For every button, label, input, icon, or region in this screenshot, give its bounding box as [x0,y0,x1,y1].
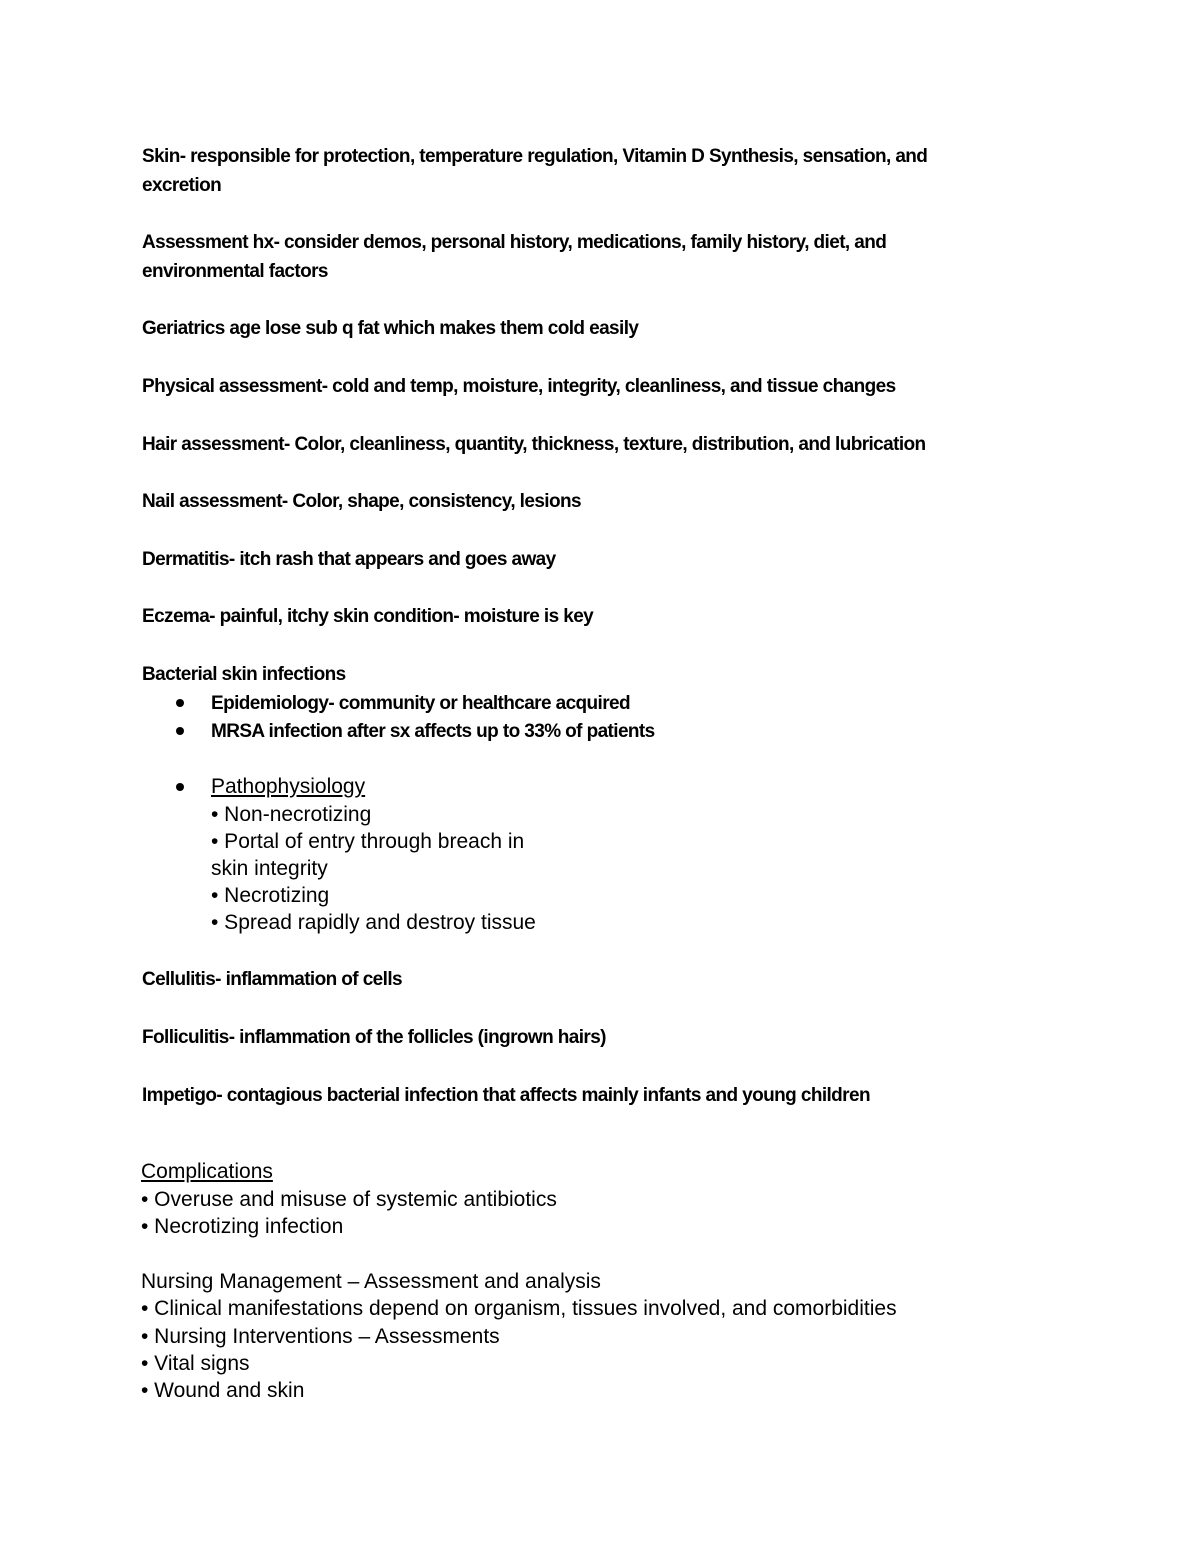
patho-line: • Non-necrotizing [211,803,372,826]
bacterial-infections-heading: Bacterial skin infections [142,664,346,685]
patho-line: • Spread rapidly and destroy tissue [211,911,536,934]
hair-assessment-line: Hair assessment- Color, cleanliness, quantity, thickness, texture, distribution, and lubrication [142,434,926,455]
nursing-line: • Vital signs [141,1352,250,1375]
bullet-epidemiology: Epidemiology- community or healthcare acquired [211,693,630,714]
nursing-line: • Clinical manifestations depend on organism, tissues involved, and comorbidities [141,1297,897,1320]
nursing-line: • Nursing Interventions – Assessments [141,1325,500,1348]
patho-line: • Necrotizing [211,884,330,907]
patho-line: • Portal of entry through breach in [211,830,525,853]
nursing-management-heading: Nursing Management – Assessment and analysis [141,1270,601,1293]
pathophysiology-heading: Pathophysiology [211,775,366,798]
physical-assessment-line: Physical assessment- cold and temp, moisture, integrity, cleanliness, and tissue changes [142,376,896,397]
skin-line-2: excretion [142,175,222,196]
bullet-icon [176,783,184,791]
assessment-line-1: Assessment hx- consider demos, personal history, medications, family history, diet, and [142,232,887,253]
bullet-icon [176,699,184,707]
nursing-line: • Wound and skin [141,1379,305,1402]
nail-assessment-line: Nail assessment- Color, shape, consistency, lesions [142,491,581,512]
cellulitis-line: Cellulitis- inflammation of cells [142,969,402,990]
dermatitis-line: Dermatitis- itch rash that appears and goes away [142,549,556,570]
impetigo-line: Impetigo- contagious bacterial infection that affects mainly infants and young children [142,1085,870,1106]
eczema-line: Eczema- painful, itchy skin condition- moisture is key [142,606,594,627]
assessment-line-2: environmental factors [142,261,328,282]
complications-line: • Overuse and misuse of systemic antibiotics [141,1188,557,1211]
bullet-icon [176,727,184,735]
complications-heading: Complications [141,1160,273,1183]
geriatrics-line: Geriatrics age lose sub q fat which makes them cold easily [142,318,639,339]
skin-line-1: Skin- responsible for protection, temperature regulation, Vitamin D Synthesis, sensation, and [142,146,928,167]
folliculitis-line: Folliculitis- inflammation of the follicles (ingrown hairs) [142,1027,606,1048]
complications-line: • Necrotizing infection [141,1215,344,1238]
patho-line: skin integrity [211,857,328,880]
bullet-mrsa: MRSA infection after sx affects up to 33% of patients [211,721,655,742]
